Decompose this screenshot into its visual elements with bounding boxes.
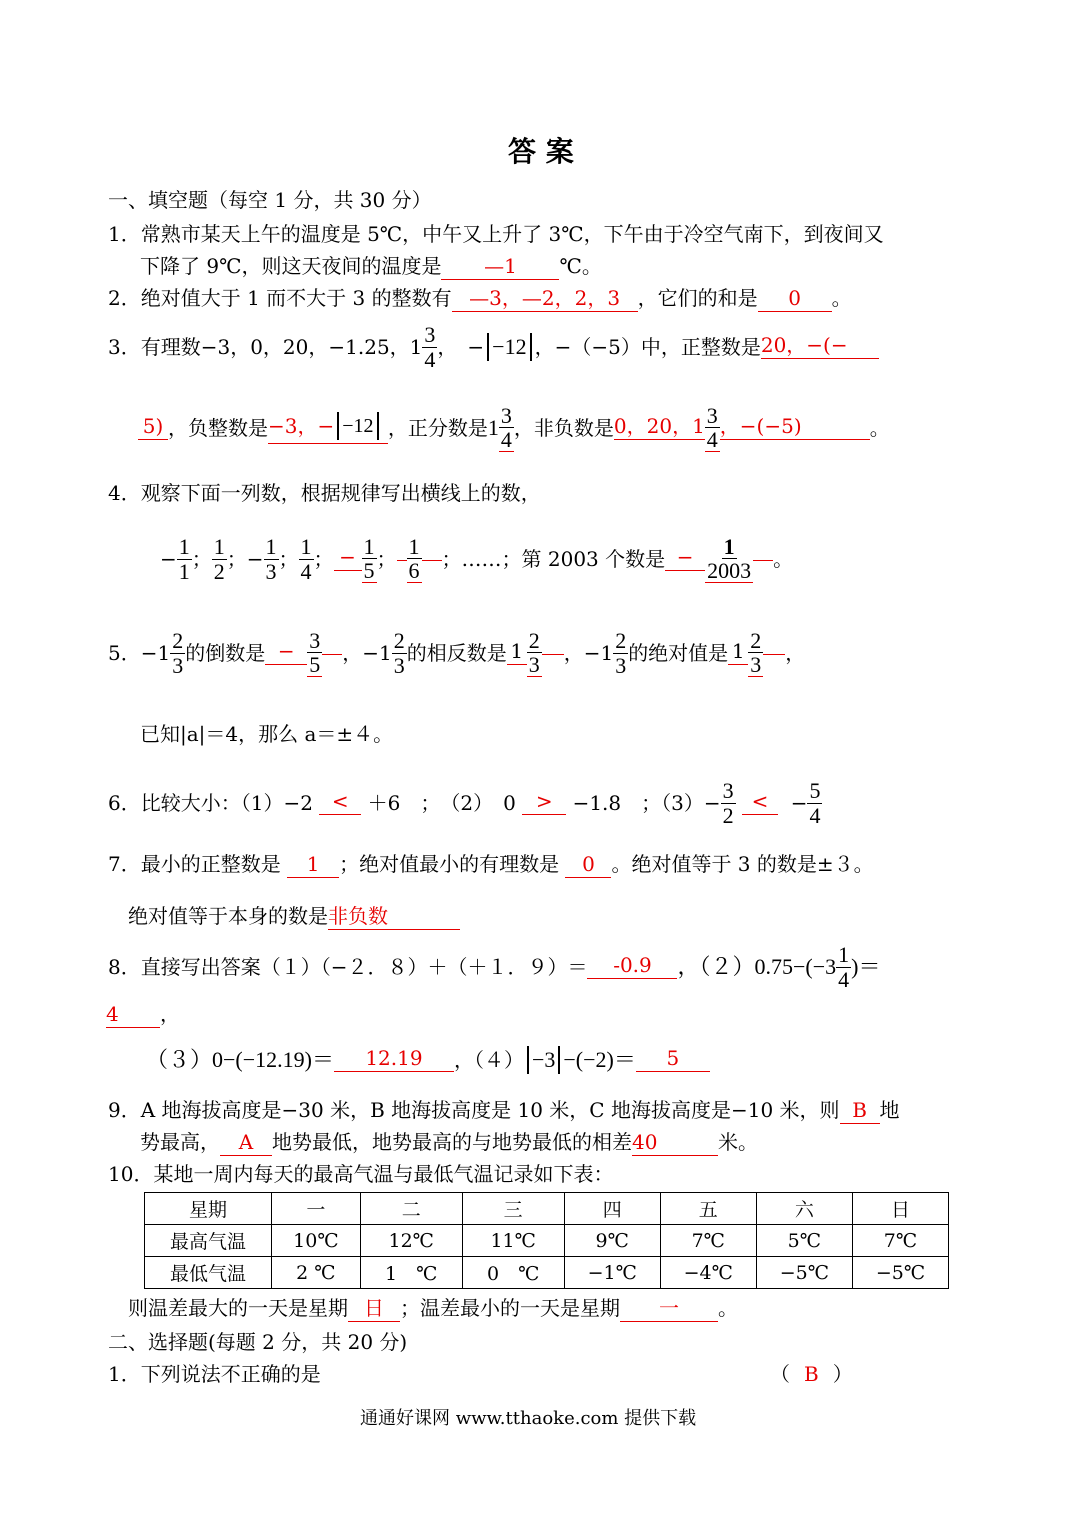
- q6-answer1: <: [319, 791, 361, 815]
- q3-answer-negative: −3，− −12: [268, 412, 388, 444]
- c1-question: 1．下列说法不正确的是: [108, 1362, 321, 1386]
- q9-line1: 9．A 地海拔高度是−30 米，B 地海拔高度是 10 米，C 地海拔高度是−10 米，则 B 地: [108, 1098, 900, 1122]
- q7-answer2: 0: [565, 854, 611, 878]
- q5-line2: 已知|a|＝4，那么 a＝±４。: [140, 722, 394, 746]
- q2-answer1: —3，—2，2，3: [452, 288, 638, 312]
- q5-answer-reciprocal: $\frac{3}{5}$: [309, 627, 321, 677]
- section-heading-choice: 二、选择题(每题 2 分，共 20 分): [108, 1330, 408, 1354]
- q6-answer2: >: [522, 791, 566, 815]
- q3-line1: 3．有理数−3，0，20，−1.25，1 $\frac{3}{4}$ ， − −12 ，−（−5）中，正整数是 20，−(−: [108, 318, 879, 376]
- q3-answer-nonneg1: 0，20，1: [613, 414, 705, 438]
- c1-answer: （ B ）: [770, 1362, 853, 1386]
- temperature-table: [144, 1192, 949, 1289]
- q3-answer-fraction: $\frac{3}{4}$: [500, 402, 512, 452]
- q4-answer-c: $\frac{1}{2003}$: [707, 533, 752, 583]
- footer-text: 通通好课网 www.tthaoke.com 提供下载: [360, 1408, 697, 1429]
- q3-answer-positive-cont: 5): [138, 416, 168, 440]
- q9-answer1: B: [840, 1100, 880, 1124]
- q7-answer3: 非负数: [328, 906, 460, 930]
- q4-term: $\frac{1}{4}$: [300, 534, 312, 584]
- q8-line1: 8．直接写出答案（１）（−２．８）＋（＋１．９）＝ -0.9 ，（２）0.75−(−3 $\frac{1}{4}$ )＝: [108, 942, 881, 992]
- q4-term: $\frac{1}{3}$: [265, 534, 277, 584]
- q7-answer1: 1: [287, 854, 339, 878]
- q2-line: 2．绝对值大于 1 而不大于 3 的整数有 —3，—2，2，3 ，它们的和是 0 。: [108, 286, 852, 310]
- q9-line2: 势最高， A 地势最低，地势最高的与地势最低的相差40 米。: [140, 1130, 758, 1154]
- q6-answer3: <: [742, 791, 778, 815]
- q4-sequence: − $\frac{1}{1}$ ； $\frac{1}{2}$ ； − $\frac{1}{3}$ ； $\frac{1}{4}$ ； − $\frac{1}{5}$ ； $\frac{1}{6}$ ；……；第 2003 个数是 − $\frac{1}{2003}$ 。: [160, 533, 794, 584]
- q7-line2: 绝对值等于本身的数是非负数: [128, 906, 460, 930]
- q5-answer-absolute: $\frac{2}{3}$: [750, 627, 762, 677]
- table-row: 最高气温 10℃ 12℃ 11℃ 9℃ 7℃ 5℃ 7℃: [145, 1225, 949, 1257]
- q1-tail: ℃。: [559, 254, 602, 278]
- table-row: 星期 一 二 三 四 五 六 日: [145, 1193, 949, 1225]
- q10-answer1: 日: [348, 1298, 400, 1322]
- q1-answer: —1: [441, 256, 559, 280]
- q3-answer-nonneg2: ，−(−5): [720, 416, 870, 440]
- q2-answer2: 0: [758, 288, 832, 312]
- section-heading-fill: 一、填空题（每空 1 分，共 30 分）: [108, 188, 432, 212]
- q5-answer-opposite: $\frac{2}{3}$: [528, 627, 540, 677]
- table-row: 最低气温 2 ℃ 1 ℃ 0 ℃ −1℃ −4℃ −5℃ −5℃: [145, 1257, 949, 1289]
- q8-answer1: -0.9: [587, 955, 677, 979]
- q3-line2: 5) ，负整数是 −3，− −12 ，正分数是 1 $\frac{3}{4}$ ，非负数是 0，20，1 $\frac{3}{4}$ ，−(−5) 。: [138, 396, 890, 460]
- q1-text: 下降了 9℃，则这天夜间的温度是: [140, 254, 442, 278]
- q4-term: $\frac{1}{2}$: [213, 534, 225, 584]
- q3-answer-positive: 20，−(−: [761, 335, 879, 359]
- q6-line: 6．比较大小：（1）−2 < ＋6 ； （2） 0 > −1.8 ；（3）− $\frac{3}{2}$ < − $\frac{5}{4}$: [108, 778, 821, 828]
- q7-line1: 7．最小的正整数是 1 ；绝对值最小的有理数是 0 。绝对值等于 3 的数是±３。: [108, 852, 874, 876]
- q4-answer-a: $\frac{1}{5}$: [363, 533, 375, 583]
- q4-term: $\frac{1}{1}$: [178, 534, 190, 584]
- q9-answer2: A: [220, 1132, 272, 1156]
- q10-line2: 则温差最大的一天是星期 日 ；温差最小的一天是星期 一 。: [128, 1296, 738, 1320]
- q8-line3: （３）0−(−12.19)＝ 12.19 ，（４） −3 −(−2)＝ 5: [146, 1046, 710, 1074]
- q3-fraction: $\frac{3}{4}$: [424, 322, 436, 372]
- q10-line1: 10．某地一周内每天的最高气温与最低气温记录如下表：: [108, 1162, 614, 1186]
- q8-answer2: 4: [106, 1004, 160, 1028]
- q1-line1: 1．常熟市某天上午的温度是 5℃，中午又上升了 3℃，下午由于冷空气南下，到夜间又: [108, 222, 884, 246]
- q8-line2: 4 ，: [106, 1002, 180, 1026]
- q8-answer4: 5: [636, 1048, 710, 1072]
- q4-answer-b: $\frac{1}{6}$: [408, 533, 420, 583]
- q8-answer3: 12.19: [334, 1048, 454, 1072]
- q4-line1: 4．观察下面一列数，根据规律写出横线上的数，: [108, 481, 541, 505]
- q1-line2: [140, 256, 602, 280]
- page-title: 答 案: [508, 135, 574, 168]
- q10-answer2: 一: [620, 1298, 718, 1322]
- q9-answer3: 40: [632, 1132, 718, 1156]
- q5-line1: 5． −1 $\frac{2}{3}$ 的倒数是 − $\frac{3}{5}$ ， −1 $\frac{2}{3}$ 的相反数是 1 $\frac{2}{3}$ ， −1 $\frac{2}{3}$ 的绝对值是 1 $\frac{2}{3}$ ，: [108, 627, 806, 678]
